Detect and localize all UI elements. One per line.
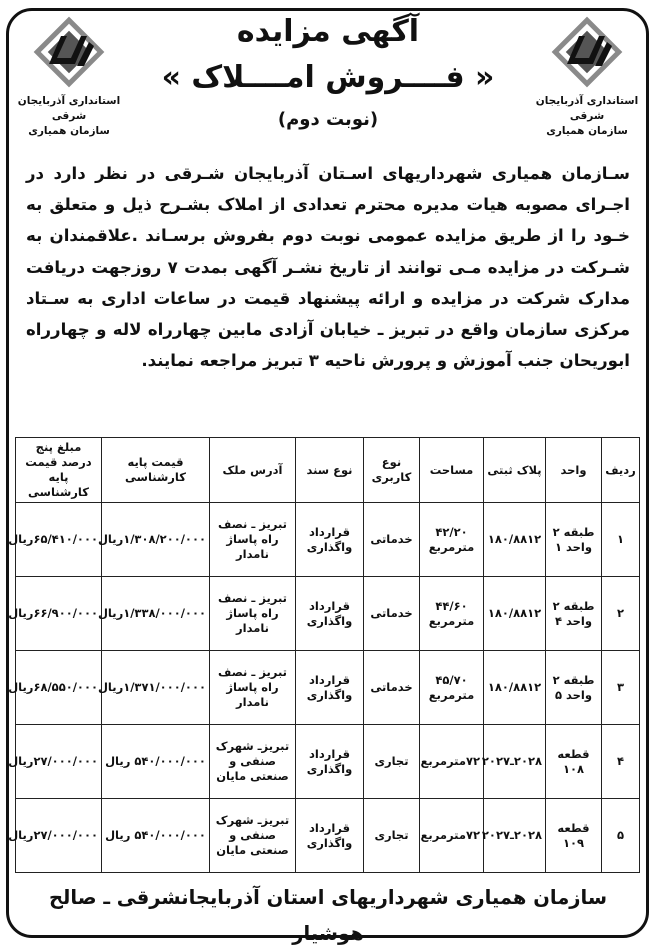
cell-base-price: ۵۴۰/۰۰۰/۰۰۰ ریال bbox=[102, 725, 210, 799]
cell-row-number: ۳ bbox=[602, 651, 640, 725]
cell-five-percent: ۲۷/۰۰۰/۰۰۰ریال bbox=[16, 799, 102, 873]
cell-registration-plate: ۱۸۰/۸۸۱۲ bbox=[484, 503, 546, 577]
cell-unit: طبقه ۲ واحد ۵ bbox=[546, 651, 602, 725]
col-header-registration-plate: پلاک ثبتی bbox=[484, 438, 546, 503]
cell-five-percent: ۶۸/۵۵۰/۰۰۰ریال bbox=[16, 651, 102, 725]
table-row bbox=[16, 503, 640, 577]
org-caption-line1: استانداری آذربایجان شرقی bbox=[535, 95, 639, 122]
cell-deed-type: قرارداد واگذاری bbox=[296, 725, 364, 799]
cell-area: ۴۵/۷۰ مترمربع bbox=[420, 651, 484, 725]
col-header-five-percent: مبلغ پنج درصد قیمت پایه کارشناسی bbox=[16, 438, 102, 503]
cell-base-price: ۱/۳۳۸/۰۰۰/۰۰۰ریال bbox=[102, 577, 210, 651]
notice-body-text: سـازمان همیاری شهرداریهای اسـتان آذربایجان شـرقی در نظر دارد در اجـرای مصوبه هیات مدیره محترم تعدادی از املاک بشـرح ذیل و متعلق به خـود را از طریق مزایده عمومی نوبت دوم بفروش برسـاند .علاقمندان به شـرکت در مزایده مـی توانند از تاریخ نشـر آگهی بمدت ۷ روزجهت دریافت مدارک شرکت در مزایده و ارائه پیشنهاد قیمت در ساعات اداری به سـتاد مرکزی سازمان واقع در تبریز ـ خیابان آزادی مابین چهارراه لاله و چهارراه ابوریحان جنب آموزش و پرورش ناحیه ۳ تبریز مراجعه نمایند. bbox=[26, 164, 630, 371]
cell-address: تبریز ـ نصف راه پاساژ نامدار bbox=[210, 651, 296, 725]
notice-header bbox=[130, 12, 526, 134]
cell-deed-type: قرارداد واگذاری bbox=[296, 799, 364, 873]
cell-usage-type: خدماتی bbox=[364, 503, 420, 577]
cell-unit: قطعه ۱۰۸ bbox=[546, 725, 602, 799]
cell-usage-type: تجاری bbox=[364, 799, 420, 873]
org-caption-line1: استانداری آذربایجان شرقی bbox=[17, 95, 121, 122]
table-row bbox=[16, 651, 640, 725]
col-header-base-price: قیمت پایه کارشناسی bbox=[102, 438, 210, 503]
cell-base-price: ۱/۳۷۱/۰۰۰/۰۰۰ریال bbox=[102, 651, 210, 725]
cell-registration-plate: ۲۰۲۸ـ۲۰۲۷ bbox=[484, 799, 546, 873]
table-row bbox=[16, 577, 640, 651]
notice-footer-signature: سازمان همیاری شهرداریهای استان آذربایجانشرقی ـ صالح هوشیار bbox=[49, 886, 607, 945]
table-row bbox=[16, 799, 640, 873]
cell-row-number: ۱ bbox=[602, 503, 640, 577]
table-header-row bbox=[16, 438, 640, 503]
notice-subtitle: « فــــروش امــــلاک » bbox=[161, 60, 495, 95]
cell-address: تبریزـ شهرک صنفی و صنعتی مایان bbox=[210, 725, 296, 799]
cell-registration-plate: ۱۸۰/۸۸۱۲ bbox=[484, 577, 546, 651]
col-header-deed-type: نوع سند bbox=[296, 438, 364, 503]
cell-unit: طبقه ۲ واحد ۱ bbox=[546, 503, 602, 577]
cell-address: تبریز ـ نصف راه پاساژ نامدار bbox=[210, 577, 296, 651]
cell-base-price: ۵۴۰/۰۰۰/۰۰۰ ریال bbox=[102, 799, 210, 873]
cell-address: تبریز ـ نصف راه پاساژ نامدار bbox=[210, 503, 296, 577]
organization-emblem-icon bbox=[27, 12, 111, 94]
cell-five-percent: ۶۶/۹۰۰/۰۰۰ریال bbox=[16, 577, 102, 651]
cell-usage-type: خدماتی bbox=[364, 651, 420, 725]
col-header-row-number: ردیف bbox=[602, 438, 640, 503]
cell-area: ۷۲مترمربع bbox=[420, 799, 484, 873]
cell-address: تبریزـ شهرک صنفی و صنعتی مایان bbox=[210, 799, 296, 873]
cell-row-number: ۵ bbox=[602, 799, 640, 873]
cell-registration-plate: ۱۸۰/۸۸۱۲ bbox=[484, 651, 546, 725]
notice-title: آگهی مزایده bbox=[236, 14, 420, 49]
cell-usage-type: تجاری bbox=[364, 725, 420, 799]
organization-emblem-icon bbox=[545, 12, 629, 94]
cell-unit: طبقه ۲ واحد ۴ bbox=[546, 577, 602, 651]
cell-registration-plate: ۲۰۲۸ـ۲۰۲۷ bbox=[484, 725, 546, 799]
notice-round: (نوبت دوم) bbox=[277, 109, 379, 130]
cell-row-number: ۲ bbox=[602, 577, 640, 651]
table-row bbox=[16, 725, 640, 799]
cell-area: ۴۴/۶۰ مترمربع bbox=[420, 577, 484, 651]
cell-area: ۴۲/۲۰ مترمربع bbox=[420, 503, 484, 577]
cell-deed-type: قرارداد واگذاری bbox=[296, 651, 364, 725]
cell-unit: قطعه ۱۰۹ bbox=[546, 799, 602, 873]
cell-deed-type: قرارداد واگذاری bbox=[296, 577, 364, 651]
org-caption-line2: سازمان همیاری bbox=[546, 125, 628, 137]
cell-area: ۷۲مترمربع bbox=[420, 725, 484, 799]
col-header-usage-type: نوع کاربری bbox=[364, 438, 420, 503]
cell-usage-type: خدماتی bbox=[364, 577, 420, 651]
cell-row-number: ۴ bbox=[602, 725, 640, 799]
cell-five-percent: ۶۵/۴۱۰/۰۰۰ریال bbox=[16, 503, 102, 577]
properties-table bbox=[8, 437, 640, 873]
cell-five-percent: ۲۷/۰۰۰/۰۰۰ریال bbox=[16, 725, 102, 799]
org-caption-line2: سازمان همیاری bbox=[28, 125, 110, 137]
col-header-address: آدرس ملک bbox=[210, 438, 296, 503]
col-header-area: مساحت bbox=[420, 438, 484, 503]
organization-logo-left bbox=[14, 12, 124, 139]
col-header-unit: واحد bbox=[546, 438, 602, 503]
cell-base-price: ۱/۳۰۸/۲۰۰/۰۰۰ریال bbox=[102, 503, 210, 577]
organization-logo-right bbox=[532, 12, 642, 139]
cell-deed-type: قرارداد واگذاری bbox=[296, 503, 364, 577]
